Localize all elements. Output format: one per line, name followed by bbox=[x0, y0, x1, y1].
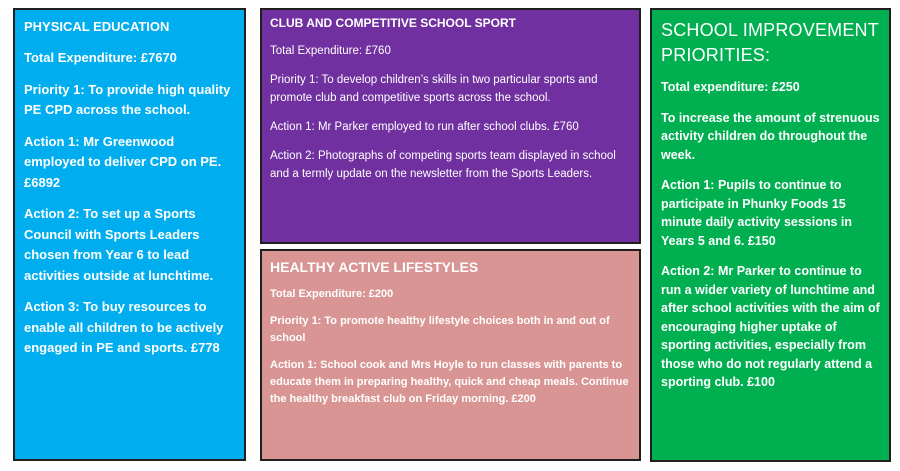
physical-education-action-2: Action 2: To set up a Sports Council with Sports Leaders chosen from Year 6 to lead activities outside at lunchtime. bbox=[24, 206, 214, 283]
improvement-priorities-action-1: Action 1: Pupils to continue to participate in Phunky Foods 15 minute daily activity sessions in Years 5 and 6. £150 bbox=[661, 178, 853, 248]
physical-education-panel bbox=[13, 8, 246, 461]
club-sport-panel bbox=[260, 8, 641, 244]
physical-education-action-3: Action 3: To buy resources to enable all children to be actively engaged in PE and sports. £778 bbox=[24, 299, 224, 355]
improvement-priorities-panel bbox=[650, 8, 891, 462]
club-sport-expenditure: Total Expenditure: £760 bbox=[270, 45, 391, 57]
healthy-lifestyles-panel bbox=[260, 249, 641, 461]
healthy-lifestyles-title: HEALTHY ACTIVE LIFESTYLES bbox=[270, 259, 479, 275]
healthy-lifestyles-action-1: Action 1: School cook and Mrs Hoyle to run classes with parents to educate them in preparing healthy, quick and cheap meals. Continue the healthy breakfast club on Friday morning. £200 bbox=[270, 359, 629, 405]
healthy-lifestyles-priority: Priority 1: To promote healthy lifestyle choices both in and out of school bbox=[270, 315, 610, 344]
improvement-priorities-action-2: Action 2: Mr Parker to continue to run a wider variety of lunchtime and after school activities with the aim of encouraging higher uptake of sporting activities, especially from those who do not regularly attend a sporting club. £100 bbox=[661, 264, 880, 389]
improvement-priorities-title: SCHOOL IMPROVEMENT PRIORITIES: bbox=[661, 20, 879, 65]
club-sport-priority: Priority 1: To develop children’s skills in two particular sports and promote club and competitive sports across the school. bbox=[270, 74, 598, 104]
healthy-lifestyles-expenditure: Total Expenditure: £200 bbox=[270, 288, 394, 300]
improvement-priorities-intro: To increase the amount of strenuous activity children do throughout the week. bbox=[661, 110, 880, 162]
physical-education-expenditure: Total Expenditure: £7670 bbox=[24, 50, 177, 65]
physical-education-priority: Priority 1: To provide high quality PE CPD across the school. bbox=[24, 81, 231, 117]
improvement-priorities-expenditure: Total expenditure: £250 bbox=[661, 80, 800, 94]
club-sport-action-1: Action 1: Mr Parker employed to run after school clubs. £760 bbox=[270, 121, 579, 133]
club-sport-action-2: Action 2: Photographs of competing sports team displayed in school and a termly update on the newsletter from the Sports Leaders. bbox=[270, 150, 616, 180]
club-sport-title: CLUB AND COMPETITIVE SCHOOL SPORT bbox=[270, 16, 517, 30]
physical-education-action-1: Action 1: Mr Greenwood employed to deliver CPD on PE. £6892 bbox=[24, 133, 222, 190]
physical-education-title: PHYSICAL EDUCATION bbox=[24, 19, 170, 34]
